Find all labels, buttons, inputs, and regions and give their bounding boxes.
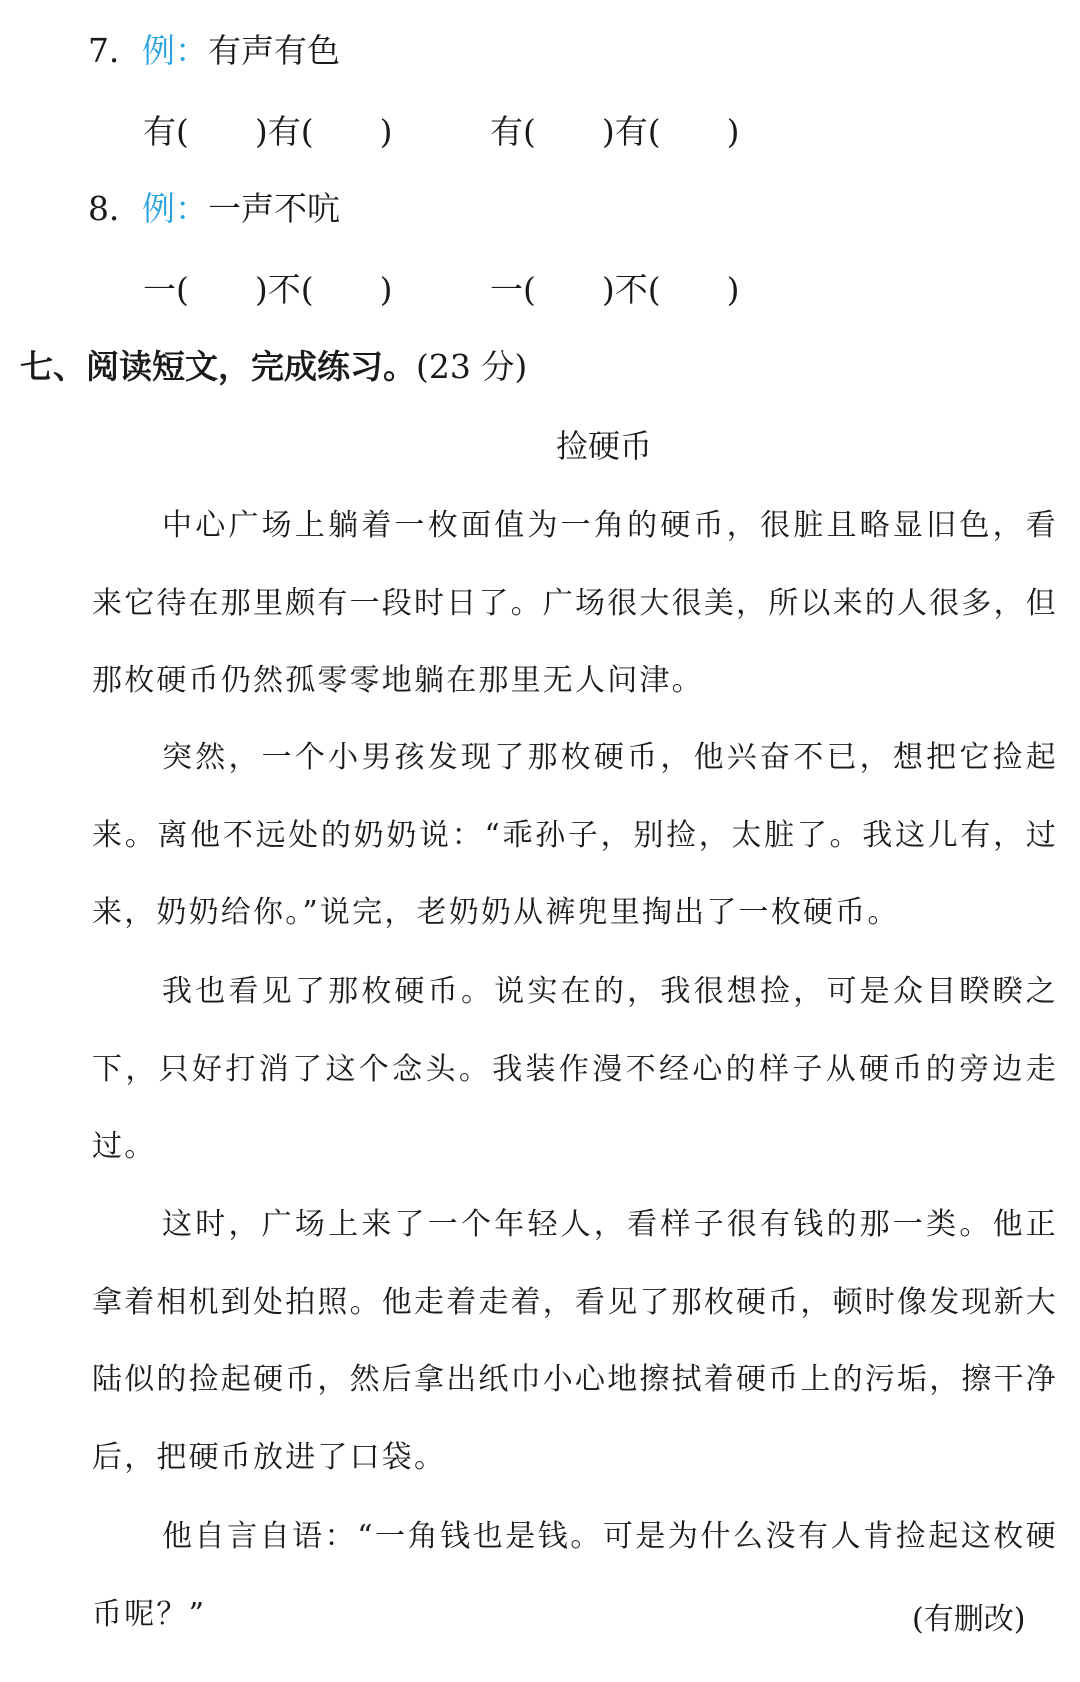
question-7 <box>88 31 340 71</box>
article-paragraph: 这时，广场上来了一个年轻人，看样子很有钱的那一类。他正拿着相机到处拍照。他走着走着，看见了那枚硬币，顿时像发现新大陆似的捡起硬币，然后拿出纸巾小心地擦拭着硬币上的污垢，擦干净后，把硬币放进了口袋。 <box>92 1207 1058 1475</box>
section-score: (23 分) <box>416 347 528 386</box>
section-heading-text: 七、阅读短文，完成练习。 <box>20 347 416 386</box>
question-8 <box>88 189 340 229</box>
example-label: 例： <box>142 189 208 228</box>
article-paragraph: 中心广场上躺着一枚面值为一角的硬币，很脏且略显旧色，看来它待在那里颇有一段时日了。广场很大很美，所以来的人很多，但那枚硬币仍然孤零零地躺在那里无人问津。 <box>92 508 1058 698</box>
article-title: 捡硬币 <box>556 427 653 465</box>
example-label: 例： <box>142 31 208 70</box>
example-word: 有声有色 <box>208 31 340 70</box>
blank-item: 一( )不( ) <box>143 270 393 309</box>
article-paragraph: 我也看见了那枚硬币。说实在的，我很想捡，可是众目睽睽之下，只好打消了这个念头。我装作漫不经心的样子从硬币的旁边走过。 <box>92 974 1058 1164</box>
blank-item: 一( )不( ) <box>490 270 740 309</box>
example-word: 一声不吭 <box>208 189 340 228</box>
question-number: 7． <box>88 31 142 70</box>
article-paragraph: 他自言自语：“一角钱也是钱。可是为什么没有人肯捡起这枚硬币呢？” <box>92 1519 1058 1632</box>
question-number: 8． <box>88 189 142 228</box>
blank-item: 有( )有( ) <box>490 112 740 151</box>
blank-item: 有( )有( ) <box>143 112 393 151</box>
source-note: (有删改) <box>912 1602 1026 1637</box>
section-heading <box>20 347 527 387</box>
article-paragraph: 突然，一个小男孩发现了那枚硬币，他兴奋不已，想把它捡起来。离他不远处的奶奶说：“乖孙子，别捡，太脏了。我这儿有，过来，奶奶给你。”说完，老奶奶从裤兜里掏出了一枚硬币。 <box>92 740 1058 930</box>
